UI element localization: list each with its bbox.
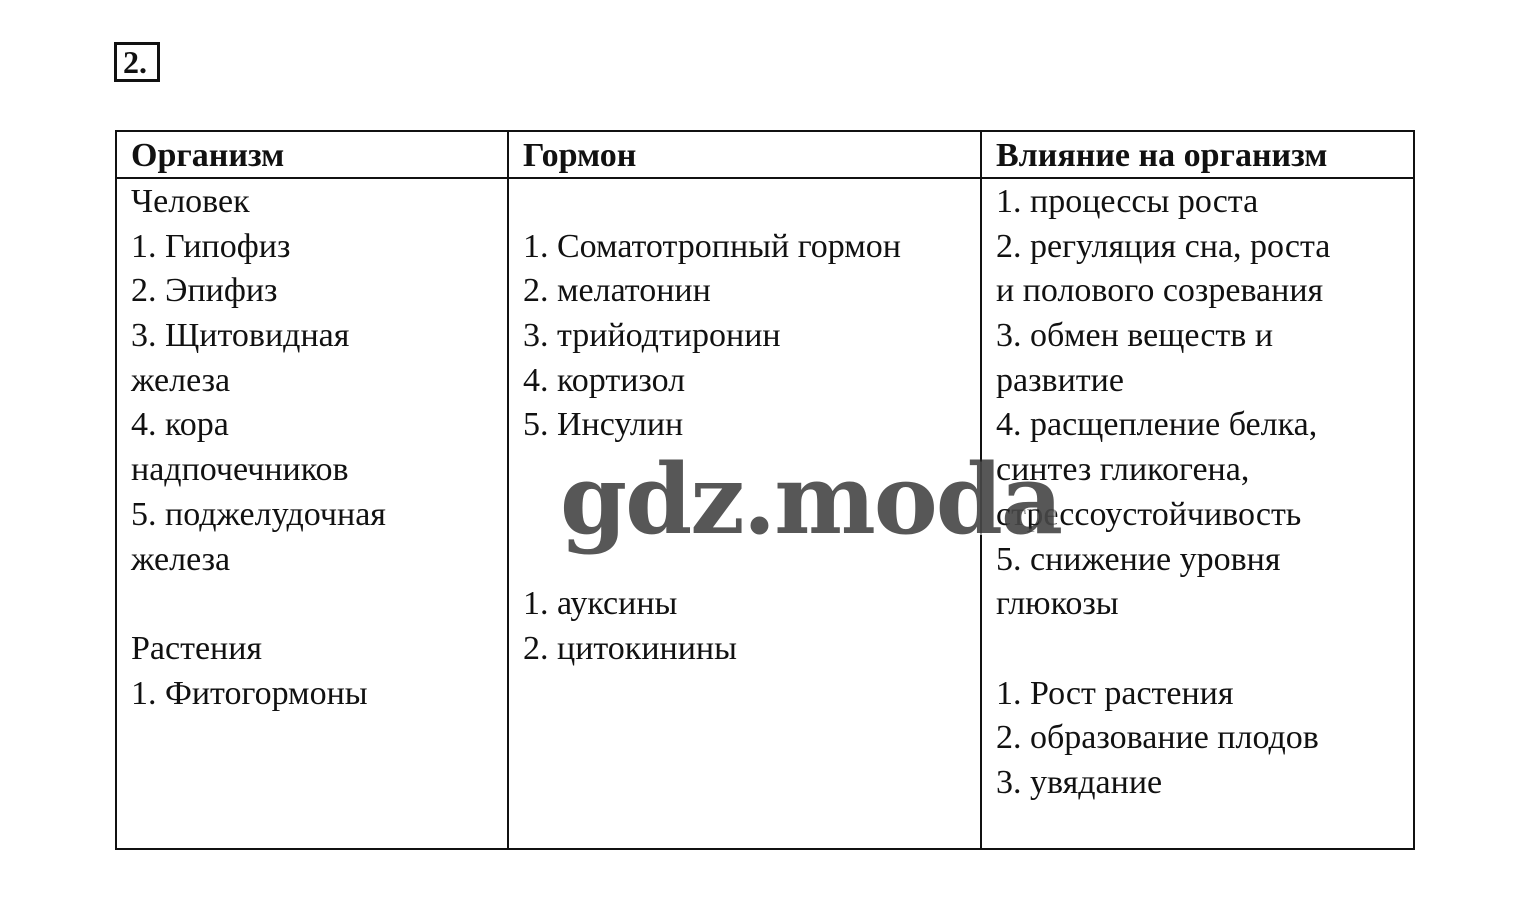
header-organism: Организм: [131, 137, 285, 174]
hormone-line: 1. ауксины: [523, 585, 678, 623]
effect-line: 3. увядание: [996, 763, 1163, 801]
effect-line: 1. Рост растения: [996, 674, 1234, 712]
organism-line: 4. кора: [131, 406, 229, 444]
header-effect: Влияние на организм: [996, 137, 1328, 174]
organism-line: Человек: [131, 183, 250, 220]
organism-line: 1. Гипофиз: [131, 227, 291, 265]
organism-line: 5. поджелудочная: [131, 495, 386, 533]
organism-line: надпочечников: [131, 451, 349, 489]
effect-line: синтез гликогена,: [996, 451, 1250, 489]
organism-line: железа: [131, 540, 231, 578]
organism-line: 1. Фитогормоны: [131, 674, 368, 712]
organism-line: 3. Щитовидная: [131, 317, 350, 355]
hormone-line: 4. кортизол: [523, 361, 686, 399]
effect-line: 1. процессы роста: [996, 183, 1259, 220]
effect-line: глюкозы: [996, 585, 1119, 623]
organism-line: Растения: [131, 629, 263, 667]
organism-column: [117, 132, 509, 848]
hormone-line: 2. мелатонин: [523, 272, 711, 310]
effect-line: 2. образование плодов: [996, 719, 1319, 757]
effect-line: 5. снижение уровня: [996, 540, 1281, 578]
effect-line: [996, 627, 1330, 672]
effect-line: стрессоустойчивость: [996, 495, 1302, 533]
effect-line: 4. расщепление белка,: [996, 406, 1318, 444]
hormone-line: 1. Соматотропный гормон: [523, 227, 901, 265]
effect-line: и полового созревания: [996, 272, 1324, 310]
hormone-line: [523, 180, 901, 225]
hormone-line: 5. Инсулин: [523, 406, 684, 444]
task-number: 2.: [114, 42, 160, 82]
header-hormone: Гормон: [523, 137, 637, 174]
organism-line: железа: [131, 361, 231, 399]
hormone-cell: [523, 180, 901, 672]
watermark: gdz.moda: [560, 443, 1062, 556]
hormone-line: 3. трийодтиронин: [523, 317, 781, 355]
effect-line: 2. регуляция сна, роста: [996, 227, 1331, 265]
organism-cell: [131, 180, 386, 716]
hormone-line: 2. цитокинины: [523, 629, 737, 667]
organism-line: 2. Эпифиз: [131, 272, 278, 310]
effect-line: 3. обмен веществ и: [996, 317, 1274, 355]
effect-line: развитие: [996, 361, 1124, 399]
organism-line: [131, 582, 386, 627]
